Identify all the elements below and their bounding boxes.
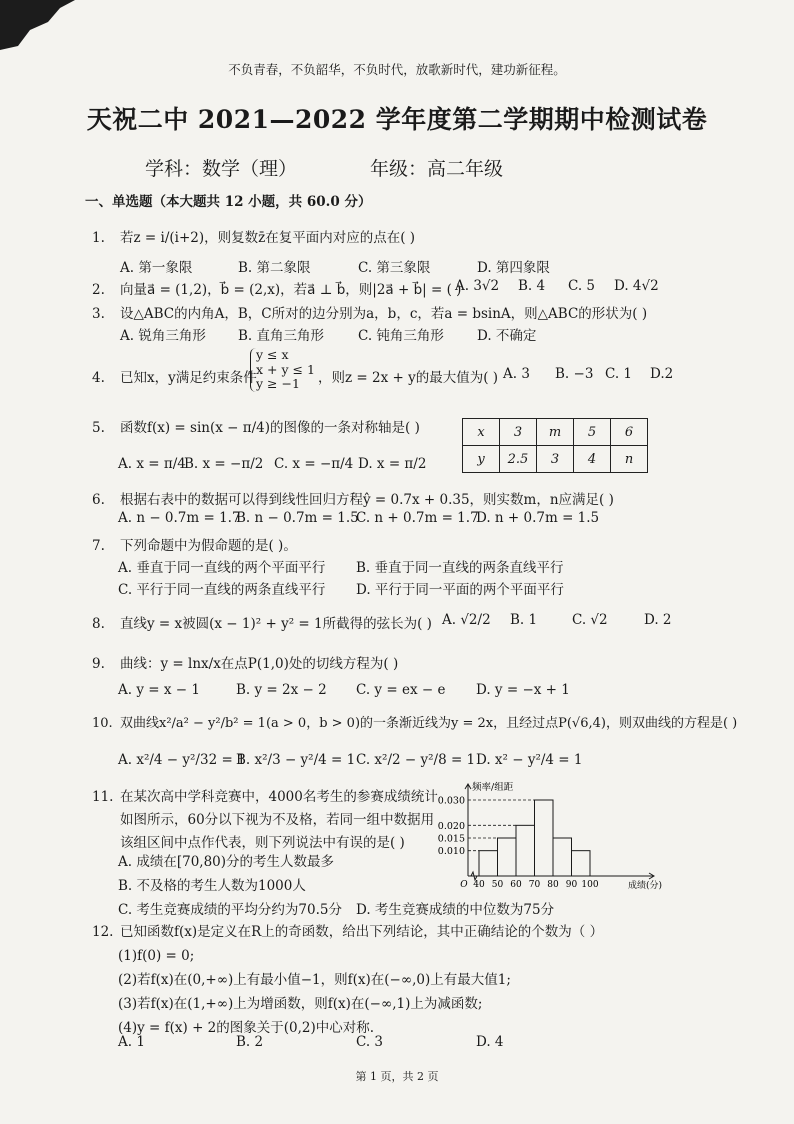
question-3-text: 设△ABC的内角A，B，C所对的边分别为a，b，c，若a = bsinA，则△ABC的形状为( ) [120,306,648,322]
y-tick-label: 0.030 [437,795,465,807]
question-4: 4. 已知x，y满足约束条件 [92,370,257,386]
x-tick-label: 60 [510,880,522,890]
q10-option-c: C. x²/2 − y²/8 = 1 [356,752,476,768]
q12-option-a: A. 1 [118,1034,145,1050]
q7-option-b: B. 垂直于同一直线的两条直线平行 [356,560,564,576]
q3-option-a: A. 锐角三角形 [120,328,206,344]
scan-corner-mark [0,0,80,50]
q2-option-b: B. 4 [518,278,546,294]
histogram-bar [572,851,591,876]
question-8: 8. 直线y = x被圆(x − 1)² + y² = 1所截得的弦长为( ) [92,616,432,632]
q8-option-c: C. √2 [572,612,608,628]
q7-option-c: C. 平行于同一直线的两条直线平行 [118,582,326,598]
q4-option-a: A. 3 [503,366,530,382]
question-7-text: 下列命题中为假命题的是( )。 [120,538,297,554]
q9-option-b: B. y = 2x − 2 [236,682,327,698]
q5-option-a: A. x = π/4 [118,456,186,472]
question-6: 6. 根据右表中的数据可以得到线性回归方程ŷ = 0.7x + 0.35，则实数m，n应满足( ) [92,492,614,508]
x-tick-label: 90 [565,880,578,890]
question-6-text: 根据右表中的数据可以得到线性回归方程ŷ = 0.7x + 0.35，则实数m，n应满足( ) [120,492,614,508]
q5-option-c: C. x = −π/4 [274,456,354,472]
q9-option-c: C. y = ex − e [356,682,446,698]
q3-option-c: C. 钝角三角形 [358,328,444,344]
list-item: (2)若f(x)在(0,+∞)上有最小值−1，则f(x)在(−∞,0)上有最大值1; [118,972,511,988]
q6-option-a: A. n − 0.7m = 1.7 [118,510,241,526]
histogram-bar [498,838,517,876]
q9-option-d: D. y = −x + 1 [476,682,570,698]
q1-option-b: B. 第二象限 [238,260,311,276]
q11-option-d: D. 考生竞赛成绩的中位数为75分 [356,902,555,918]
question-12-text: 已知函数f(x)是定义在R上的奇函数，给出下列结论，其中正确结论的个数为（ ） [120,924,604,940]
table-row: x 3 m 5 6 [463,419,648,446]
q3-option-d: D. 不确定 [477,328,537,344]
q8-option-a: A. √2/2 [442,612,491,628]
frequency-histogram [432,778,662,892]
q12-option-b: B. 2 [236,1034,264,1050]
q8-option-d: D. 2 [644,612,672,628]
q12-option-d: D. 4 [476,1034,504,1050]
q2-option-c: C. 5 [568,278,596,294]
x-tick-label: 70 [528,880,541,890]
q12-statements [118,944,511,1040]
list-item: (4)y = f(x) + 2的图象关于(0,2)中心对称. [118,1020,375,1036]
table-row: y 2.5 3 4 n [463,446,648,473]
question-10: 10. 双曲线x²/a² − y²/b² = 1(a > 0，b > 0)的一条渐近线为y = 2x，且经过点P(√6,4)，则双曲线的方程是( ) [92,716,738,731]
x-tick-label: 40 [473,880,485,890]
page-title: 天祝二中 2021—2022 学年度第二学期期中检测试卷 [86,105,708,134]
q10-option-d: D. x² − y²/4 = 1 [476,752,583,768]
q12-option-c: C. 3 [356,1034,384,1050]
section-heading: 一、单选题（本大题共 12 小题，共 60.0 分） [85,194,372,210]
question-3: 3. 设△ABC的内角A，B，C所对的边分别为a，b，c，若a = bsinA，则△ABC的形状为( ) [92,306,648,322]
y-axis-label: 频率/组距 [472,782,514,793]
q4-option-d: D.2 [650,366,674,382]
x-tick-label: 100 [581,880,599,890]
histogram-bar [479,851,498,876]
q5-option-b: B. x = −π/2 [184,456,264,472]
q1-option-d: D. 第四象限 [477,260,550,276]
q9-option-a: A. y = x − 1 [118,682,200,698]
question-11: 11. 在某次高中学科竞赛中，4000名考生的参赛成绩统计 如图所示，60分以下视为不及格，若同一组中数据用 该组区间中点作代表，则下列说法中有误的是( ) [92,789,438,851]
x-axis-label: 成绩(分) [628,881,662,891]
q2-option-d: D. 4√2 [614,278,659,294]
list-item: (1)f(0) = 0; [118,948,195,964]
data-table [462,418,648,473]
question-10-text: 双曲线x²/a² − y²/b² = 1(a > 0，b > 0)的一条渐近线为y = 2x，且经过点P(√6,4)，则双曲线的方程是( ) [120,716,738,731]
q11-option-a: A. 成绩在[70,80)分的考生人数最多 [118,854,335,870]
constraint-system: y ≤ x x + y ≤ 1 y ≥ −1 [250,348,315,392]
q10-option-b: B. x²/3 − y²/4 = 1 [236,752,356,768]
q4-option-c: C. 1 [605,366,633,382]
q8-option-b: B. 1 [510,612,538,628]
histogram-bar [553,838,572,876]
y-tick-label: 0.010 [437,846,465,858]
question-9: 9. 曲线：y = lnx/x在点P(1,0)处的切线方程为( ) [92,656,399,672]
question-1-text: 若z = i/(i+2)，则复数z̄在复平面内对应的点在( ) [120,230,416,246]
question-7: 7. 下列命题中为假命题的是( )。 [92,538,297,554]
q6-option-d: D. n + 0.7m = 1.5 [476,510,600,526]
q1-option-c: C. 第三象限 [358,260,431,276]
grade-label: 年级：高二年级 [370,158,504,180]
page-footer: 第 1 页，共 2 页 [355,1070,439,1083]
q5-option-d: D. x = π/2 [358,456,427,472]
question-8-text: 直线y = x被圆(x − 1)² + y² = 1所截得的弦长为( ) [120,616,432,632]
origin-label: O [460,880,468,890]
q7-option-a: A. 垂直于同一直线的两个平面平行 [118,560,326,576]
question-4-text-a: 已知x，y满足约束条件 [120,370,257,386]
question-1: 1. 若z = i/(i+2)，则复数z̄在复平面内对应的点在( ) [92,230,416,246]
q11-option-b: B. 不及格的考生人数为1000人 [118,878,306,894]
x-tick-label: 80 [547,880,559,890]
motto: 不负青春，不负韶华，不负时代，放歌新时代，建功新征程。 [228,62,566,77]
q2-option-a: A. 3√2 [455,278,500,294]
q6-option-b: B. n − 0.7m = 1.5 [236,510,359,526]
histogram-bar [516,825,535,876]
q10-option-a: A. x²/4 − y²/32 = 1 [118,752,246,768]
question-4-text-b: ，则z = 2x + y的最大值为( ) [318,370,499,386]
q6-option-c: C. n + 0.7m = 1.7 [356,510,479,526]
q7-option-d: D. 平行于同一平面的两个平面平行 [356,582,564,598]
histogram-bar [535,800,554,876]
question-5: 5. 函数f(x) = sin(x − π/4)的图像的一条对称轴是( ) [92,420,420,436]
y-tick-label: 0.020 [437,820,465,832]
q3-option-b: B. 直角三角形 [238,328,325,344]
question-12: 12. 已知函数f(x)是定义在R上的奇函数，给出下列结论，其中正确结论的个数为（ ） [92,924,604,940]
subject-label: 学科：数学（理） [145,158,298,180]
y-tick-label: 0.015 [437,833,465,845]
list-item: (3)若f(x)在(1,+∞)上为增函数，则f(x)在(−∞,1)上为减函数; [118,996,483,1012]
q1-option-a: A. 第一象限 [120,260,193,276]
question-5-text: 函数f(x) = sin(x − π/4)的图像的一条对称轴是( ) [120,420,420,436]
question-2-text: 向量a⃗ = (1,2)，b⃗ = (2,x)，若a⃗ ⊥ b⃗，则|2a⃗ + b⃗| = ( ) [120,282,462,298]
question-9-text: 曲线：y = lnx/x在点P(1,0)处的切线方程为( ) [120,656,399,672]
x-tick-label: 50 [491,880,504,890]
q4-option-b: B. −3 [555,366,594,382]
q11-option-c: C. 考生竞赛成绩的平均分约为70.5分 [118,902,342,918]
question-2: 2. 向量a⃗ = (1,2)，b⃗ = (2,x)，若a⃗ ⊥ b⃗，则|2a⃗ + b⃗| = ( ) [92,282,462,298]
